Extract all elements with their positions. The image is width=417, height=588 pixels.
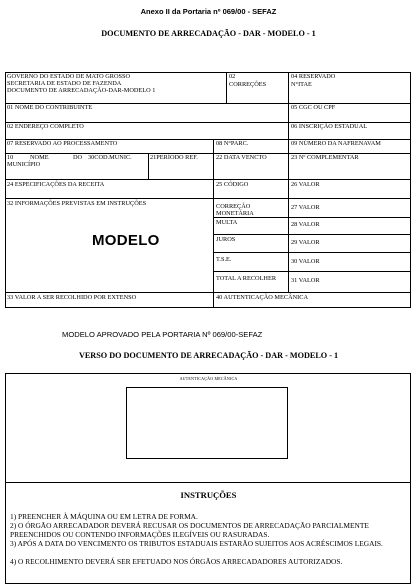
field-32-instructions-info: 32 INFORMAÇÕES PREVISTAS EM INSTRUÇÕES bbox=[7, 200, 147, 207]
field-24-revenue-spec: 24 ESPECIFICAÇÕES DA RECEITA bbox=[7, 181, 105, 188]
instruction-item-2: 2) O ÓRGÃO ARRECADADOR DEVERÁ RECUSAR OS DOCUMENTOS DE ARRECADAÇÃO PARCIALMENTE PREENCHIDOS OU CONTENDO INFORMAÇÕES ILEGÍVEIS OU RASURADAS. bbox=[10, 521, 369, 539]
field-04-reserved: 04 RESERVADO bbox=[291, 73, 336, 80]
verso-title: VERSO DO DOCUMENTO DE ARRECADAÇÃO - DAR - MODELO - 1 bbox=[78, 351, 339, 360]
field-31-value: 31 VALOR bbox=[291, 277, 320, 284]
field-09-nafrenavam: 09 NÚMERO DA NAFRENAVAM bbox=[291, 140, 381, 147]
annex-header: Anexo II da Portaria nº 069/00 - SEFAZ bbox=[140, 7, 277, 16]
field-29-value: 29 VALOR bbox=[291, 239, 320, 246]
field-22-due-date: 22 DATA VENCTO bbox=[216, 154, 267, 161]
field-07-processing: 07 RESERVADO AO PROCESSAMENTO bbox=[7, 140, 118, 147]
field-28-value: 28 VALOR bbox=[291, 221, 320, 228]
field-10-name: NOME bbox=[30, 154, 49, 161]
mechanical-auth-box bbox=[126, 387, 288, 459]
issuer-line-2: SECRETARIA DE ESTADO DE FAZENDA bbox=[7, 80, 122, 87]
field-30-value: 30 VALOR bbox=[291, 258, 320, 265]
field-10-of: DO bbox=[73, 154, 83, 161]
field-27-value: 27 VALOR bbox=[291, 204, 320, 211]
field-01-taxpayer-name: 01 NOME DO CONTRIBUINTE bbox=[7, 104, 93, 111]
field-04-itae: N°ITAE bbox=[291, 81, 312, 88]
instruction-item-1: 1) PREENCHER À MÁQUINA OU EM LETRA DE FORMA. bbox=[10, 512, 198, 521]
issuer-line-3: DOCUMENTO DE ARRECADAÇÃO-DAR-MODELO 1 bbox=[7, 87, 156, 94]
field-10: 10 bbox=[7, 154, 14, 161]
modelo-stamp: MODELO bbox=[92, 232, 160, 249]
field-10-municipality: MUNICÍPIO bbox=[7, 161, 41, 168]
field-40-mechanical-auth: 40 AUTENTICAÇÃO MECÂNICA bbox=[216, 294, 309, 301]
field-corrections: CORREÇÕES bbox=[229, 81, 267, 88]
field-23-complementary: 23 Nº COMPLEMENTAR bbox=[291, 154, 359, 161]
verso-auth-caption: AUTENTICAÇÃO MECÂNICA bbox=[179, 376, 238, 381]
field-06-state-registration: 06 INSCRIÇÃO ESTADUAL bbox=[291, 123, 368, 130]
fine-label: MULTA bbox=[216, 219, 238, 226]
field-30-municipal-code: 30COD.MUNIC. bbox=[88, 154, 132, 161]
total-label: TOTAL A RECOLHER bbox=[216, 275, 277, 282]
document-title: DOCUMENTO DE ARRECADAÇÃO - DAR - MODELO - 1 bbox=[101, 29, 316, 38]
instructions-title: INSTRUÇÕES bbox=[180, 490, 237, 500]
instruction-item-3: 3) APÓS A DATA DO VENCIMENTO OS TRIBUTOS ESTADUAIS ESTARÃO SUJEITOS AOS ACRÉSCIMOS LEGAIS. bbox=[10, 539, 383, 548]
issuer-line-1: GOVERNO DO ESTADO DE MATO GROSSO bbox=[7, 73, 131, 80]
field-25-code: 25 CÓDIGO bbox=[216, 181, 249, 188]
tse-label: T.S.E. bbox=[216, 256, 232, 263]
approval-note: MODELO APROVADO PELA PORTARIA Nº 069/00-SEFAZ bbox=[62, 330, 263, 339]
field-08-parcel: 08 N°PARC. bbox=[216, 140, 249, 147]
monetary-correction-label: CORREÇÃO MONETÁRIA bbox=[216, 203, 254, 217]
field-33-amount-in-words: 33 VALOR A SER RECOLHIDO POR EXTENSO bbox=[7, 294, 137, 301]
field-02-address: 02 ENDEREÇO COMPLETO bbox=[7, 123, 84, 130]
field-21-period: 21PERÍODO REF. bbox=[150, 154, 198, 161]
field-26-value: 26 VALOR bbox=[291, 181, 320, 188]
field-02: 02 bbox=[229, 73, 236, 80]
instruction-item-4: 4) O RECOLHIMENTO DEVERÁ SER EFETUADO NOS ÓRGÃOS ARRECADADORES AUTORIZADOS. bbox=[10, 557, 343, 566]
field-05-cgc-cpf: 05 CGC OU CPF bbox=[291, 104, 336, 111]
interest-label: JUROS bbox=[216, 236, 236, 243]
